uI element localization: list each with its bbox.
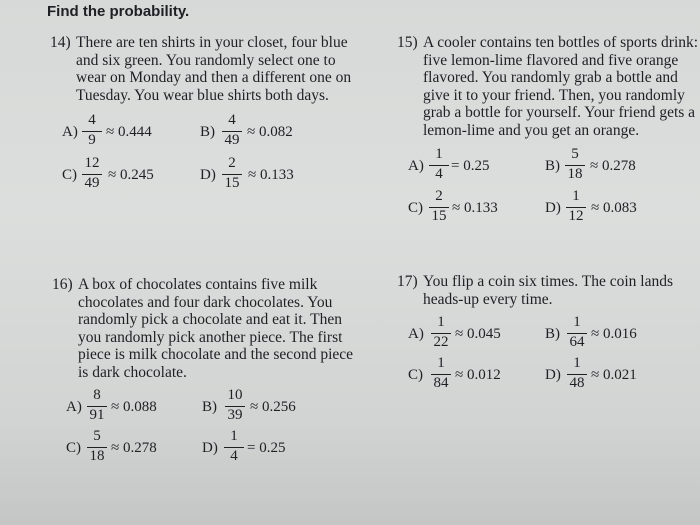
choice-letter: B)	[545, 158, 560, 174]
problem-line: There are ten shirts in your closet, four blue	[76, 34, 348, 51]
denominator: 15	[431, 208, 447, 224]
choice-letter: C)	[66, 440, 81, 456]
fraction	[223, 428, 245, 465]
problem-number: 15)	[397, 34, 418, 51]
denominator: 18	[567, 166, 583, 182]
choice-value: = 0.25	[451, 158, 490, 174]
choice-value: ≈ 0.012	[455, 367, 501, 383]
problem-line: flavored. You randomly grab a bottle and	[423, 69, 678, 86]
fraction	[428, 146, 450, 183]
fraction	[566, 314, 588, 351]
denominator: 64	[569, 334, 585, 350]
numerator: 10	[227, 387, 243, 403]
choice-value: ≈ 0.444	[106, 124, 152, 140]
problem-text	[423, 34, 698, 139]
problem-text	[78, 276, 353, 381]
fraction	[430, 314, 452, 351]
numerator: 1	[437, 314, 445, 330]
fraction	[221, 155, 243, 192]
denominator: 49	[84, 175, 100, 191]
denominator: 9	[88, 132, 96, 148]
choice-value: = 0.25	[247, 440, 286, 456]
choice-letter: D)	[545, 367, 561, 383]
choice-value: ≈ 0.278	[111, 440, 157, 456]
problem-line: You flip a coin six times. The coin lands	[423, 273, 673, 290]
fraction	[221, 112, 243, 149]
choice-value: ≈ 0.082	[247, 124, 293, 140]
choice-letter: A)	[62, 124, 78, 140]
problem-line: randomly pick a chocolate and eat it. Then	[78, 311, 342, 328]
problem-line: wear on Monday and then a different one on	[76, 69, 352, 86]
denominator: 4	[230, 448, 238, 464]
choice-letter: C)	[408, 200, 423, 216]
choice-value: ≈ 0.021	[591, 367, 637, 383]
choice-value: ≈ 0.133	[452, 200, 498, 216]
denominator: 91	[89, 407, 105, 423]
fraction	[224, 387, 246, 424]
choice-value: ≈ 0.088	[111, 399, 157, 415]
denominator: 22	[433, 334, 449, 350]
problem-line: piece is milk chocolate and the second piece	[78, 346, 354, 363]
denominator: 84	[433, 375, 449, 391]
problem-number: 16)	[52, 276, 73, 293]
problem-text	[423, 273, 673, 308]
choice-letter: A)	[408, 158, 424, 174]
numerator: 1	[435, 146, 443, 162]
denominator: 4	[435, 166, 443, 182]
page-title: Find the probability.	[47, 3, 190, 20]
choice-letter: B)	[202, 399, 217, 415]
problem-text	[76, 34, 351, 104]
fraction	[86, 428, 108, 465]
denominator: 39	[227, 407, 243, 423]
problem-line: Tuesday. You wear blue shirts both days.	[76, 86, 329, 104]
choice-letter: C)	[408, 367, 423, 383]
choice-value: ≈ 0.278	[590, 158, 636, 174]
denominator: 49	[224, 132, 240, 148]
choice-letter: A)	[66, 399, 82, 415]
choice-letter: B)	[545, 326, 560, 342]
choice-value: ≈ 0.133	[248, 167, 294, 183]
numerator: 5	[571, 146, 579, 162]
problem-line: heads-up every time.	[423, 290, 553, 308]
numerator: 2	[228, 155, 236, 171]
choice-letter: D)	[200, 167, 216, 183]
numerator: 5	[93, 428, 101, 444]
numerator: 2	[435, 188, 443, 204]
numerator: 1	[573, 355, 581, 371]
problem-line: A box of chocolates contains five milk	[78, 276, 318, 293]
fraction	[566, 355, 588, 392]
fraction	[428, 188, 450, 225]
fraction	[81, 155, 103, 192]
numerator: 1	[573, 314, 581, 330]
denominator: 48	[569, 375, 585, 391]
denominator: 18	[89, 448, 105, 464]
fraction	[564, 146, 586, 183]
choice-value: ≈ 0.245	[108, 167, 154, 183]
choice-letter: D)	[545, 200, 561, 216]
problem-line: A cooler contains ten bottles of sports drink:	[423, 34, 699, 51]
denominator: 15	[224, 175, 240, 191]
denominator: 12	[568, 208, 584, 224]
problem-line: you randomly pick another piece. The first	[78, 328, 343, 346]
choice-letter: D)	[202, 440, 218, 456]
numerator: 4	[88, 112, 96, 128]
problem-line: give it to your friend. Then, you randomly	[423, 86, 685, 104]
choice-value: ≈ 0.083	[591, 200, 637, 216]
choice-letter: C)	[62, 167, 77, 183]
choice-letter: B)	[200, 124, 215, 140]
problem-line: five lemon-lime flavored and five orange	[423, 51, 679, 69]
problem-number: 14)	[50, 34, 71, 51]
choice-value: ≈ 0.016	[591, 326, 637, 342]
problem-number: 17)	[397, 273, 418, 290]
numerator: 4	[228, 112, 236, 128]
numerator: 1	[572, 188, 580, 204]
problem-line: is dark chocolate.	[78, 363, 187, 381]
numerator: 1	[437, 355, 445, 371]
fraction	[430, 355, 452, 392]
fraction	[565, 188, 587, 225]
problem-line: lemon-lime and you get an orange.	[423, 121, 640, 139]
choice-letter: A)	[408, 326, 424, 342]
problem-line: chocolates and four dark chocolates. You	[78, 293, 333, 311]
problem-line: grab a bottle for yourself. Your friend gets a	[423, 104, 696, 121]
fraction	[81, 112, 103, 149]
fraction	[86, 387, 108, 424]
numerator: 8	[93, 387, 101, 403]
choice-value: ≈ 0.045	[455, 326, 501, 342]
numerator: 1	[230, 428, 238, 444]
choice-value: ≈ 0.256	[250, 399, 296, 415]
problem-line: and six green. You randomly select one to	[76, 51, 336, 69]
numerator: 12	[84, 155, 100, 171]
